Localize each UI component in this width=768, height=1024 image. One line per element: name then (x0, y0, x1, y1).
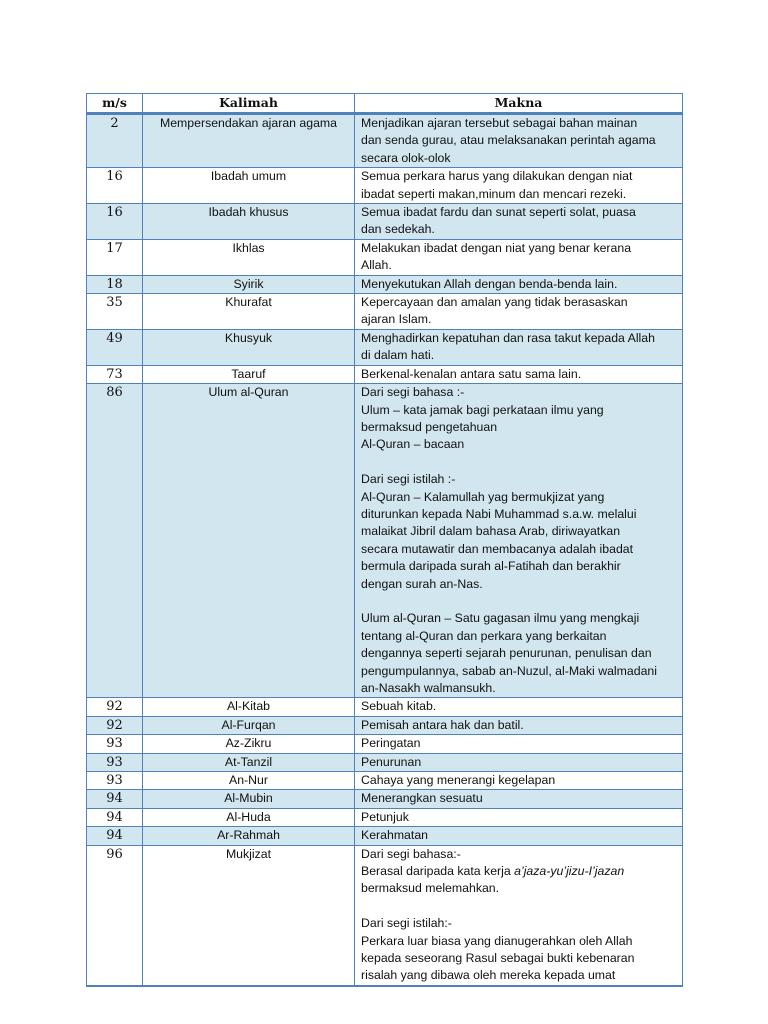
header-term: Kalimah (143, 94, 355, 114)
page-number-cell: 94 (87, 790, 143, 808)
meaning-cell (355, 275, 683, 293)
term-cell: Mempersendakan ajaran agama (143, 114, 355, 168)
table-row (87, 753, 683, 771)
term-cell: An-Nur (143, 772, 355, 790)
page-number-cell: 73 (87, 365, 143, 383)
page-number-cell: 94 (87, 808, 143, 826)
meaning-line: Dari segi istilah :- (361, 472, 456, 487)
meaning-line: Menyekutukan Allah dengan benda-benda lain. (361, 276, 618, 291)
term-cell: Ar-Rahmah (143, 827, 355, 845)
page-number-cell: 86 (87, 384, 143, 698)
meaning-cell (355, 384, 683, 698)
term-cell: Ibadah khusus (143, 204, 355, 240)
table-row (87, 772, 683, 790)
page-number-cell: 96 (87, 845, 143, 986)
term-cell: Khusyuk (143, 329, 355, 365)
page-number-cell: 16 (87, 168, 143, 204)
term-cell: Ikhlas (143, 239, 355, 275)
meaning-line: Petunjuk (361, 809, 409, 824)
meaning-line: Peringatan (361, 736, 421, 751)
meaning-cell (355, 239, 683, 275)
meaning-line: Berasal daripada kata kerja a’jaza-yu’jizu-I’jazan (361, 864, 625, 879)
page-number-cell: 94 (87, 827, 143, 845)
meaning-line: secara mutawatir dan membacanya adalah ibadat (361, 541, 634, 556)
meaning-cell (355, 114, 683, 168)
meaning-cell (355, 294, 683, 330)
term-cell: Khurafat (143, 294, 355, 330)
table-row (87, 275, 683, 293)
meaning-cell (355, 808, 683, 826)
term-cell: Al-Furqan (143, 716, 355, 734)
meaning-line: Al-Quran – Kalamullah yag bermukjizat yang (361, 489, 605, 504)
table-row (87, 239, 683, 275)
table-row (87, 204, 683, 240)
page-number-cell: 93 (87, 772, 143, 790)
page-number-cell: 17 (87, 239, 143, 275)
page-number-cell: 2 (87, 114, 143, 168)
term-cell: Al-Kitab (143, 698, 355, 716)
meaning-line: dengan surah an-Nas. (361, 576, 483, 591)
meaning-cell (355, 845, 683, 986)
meaning-line (361, 593, 676, 610)
meaning-line: Perkara luar biasa yang dianugerahkan oleh Allah (361, 933, 633, 948)
meaning-line: Allah. (361, 258, 392, 273)
header-meaning: Makna (355, 94, 683, 114)
meaning-cell (355, 827, 683, 845)
meaning-line: dan senda gurau, atau melaksanakan perintah agama (361, 133, 656, 148)
meaning-line: Semua perkara harus yang dilakukan dengan niat (361, 169, 633, 184)
meaning-line: bermaksud pengetahuan (361, 419, 498, 434)
meaning-line: Berkenal-kenalan antara satu sama lain. (361, 366, 582, 381)
meaning-line: Sebuah kitab. (361, 699, 437, 714)
meaning-line: Cahaya yang menerangi kegelapan (361, 773, 556, 787)
table-row (87, 808, 683, 826)
meaning-cell (355, 168, 683, 204)
meaning-line: Dari segi bahasa :- (361, 385, 465, 400)
meaning-line: bermula daripada surah al-Fatihah dan berakhir (361, 559, 621, 574)
term-cell: Taaruf (143, 365, 355, 383)
term-cell: Al-Mubin (143, 790, 355, 808)
glossary-table (86, 93, 683, 987)
meaning-line: secara olok-olok (361, 150, 451, 165)
meaning-line: Ulum – kata jamak bagi perkataan ilmu yang (361, 402, 604, 417)
table-row (87, 365, 683, 383)
table-row (87, 790, 683, 808)
meaning-line: tentang al-Quran dan perkara yang berkaitan (361, 628, 607, 643)
header-row (87, 94, 683, 114)
table-row (87, 329, 683, 365)
meaning-line: Semua ibadat fardu dan sunat seperti solat, puasa (361, 205, 636, 220)
meaning-line (361, 898, 676, 915)
table-row (87, 294, 683, 330)
page-number-cell: 93 (87, 753, 143, 771)
term-cell: Az-Zikru (143, 735, 355, 753)
table-row (87, 716, 683, 734)
meaning-line: di dalam hati. (361, 348, 435, 363)
meaning-cell (355, 772, 683, 790)
meaning-cell (355, 204, 683, 240)
meaning-line: Melakukan ibadat dengan niat yang benar kerana (361, 240, 632, 255)
meaning-line: dengannya seperti sejarah penurunan, penulisan dan (361, 646, 652, 661)
page-number-cell: 18 (87, 275, 143, 293)
meaning-line (361, 454, 676, 471)
meaning-cell (355, 365, 683, 383)
meaning-line: Pemisah antara hak dan batil. (361, 717, 524, 732)
table-row (87, 735, 683, 753)
meaning-line: Menghadirkan kepatuhan dan rasa takut kepada Allah (361, 330, 655, 345)
term-cell: Al-Huda (143, 808, 355, 826)
meaning-line: Menerangkan sesuatu (361, 791, 483, 806)
meaning-line: pengumpulannya, sabab an-Nuzul, al-Maki walmadani (361, 663, 657, 678)
meaning-line: ibadat seperti makan,minum dan mencari rezeki. (361, 186, 627, 201)
meaning-line: Kerahmatan (361, 828, 428, 843)
meaning-line: Ulum al-Quran – Satu gagasan ilmu yang mengkaji (361, 611, 640, 626)
page-number-cell: 16 (87, 204, 143, 240)
meaning-cell (355, 329, 683, 365)
meaning-line: dan sedekah. (361, 222, 435, 237)
meaning-line: risalah yang dibawa oleh mereka kepada umat (361, 968, 616, 983)
page-number-cell: 93 (87, 735, 143, 753)
page-number-cell: 35 (87, 294, 143, 330)
table-row (87, 114, 683, 168)
table-row (87, 384, 683, 698)
meaning-line: an-Nasakh walmansukh. (361, 680, 496, 695)
meaning-line: ajaran Islam. (361, 312, 432, 327)
meaning-cell (355, 790, 683, 808)
meaning-line: malaikat Jibril dalam bahasa Arab, diriwayatkan (361, 524, 621, 539)
term-cell: Mukjizat (143, 845, 355, 986)
page-number-cell: 92 (87, 698, 143, 716)
term-cell: Ibadah umum (143, 168, 355, 204)
table-row (87, 845, 683, 986)
meaning-line: Dari segi bahasa:- (361, 846, 461, 861)
term-cell: At-Tanzil (143, 753, 355, 771)
meaning-line: Al-Quran – bacaan (361, 437, 465, 452)
term-cell: Syirik (143, 275, 355, 293)
table-row (87, 698, 683, 716)
header-page: m/s (87, 94, 143, 114)
page-number-cell: 49 (87, 329, 143, 365)
italic-term: a’jaza-yu’jizu-I’jazan (514, 864, 625, 879)
meaning-line: Dari segi istilah:- (361, 916, 452, 931)
meaning-line: bermaksud melemahkan. (361, 881, 500, 896)
meaning-line: diturunkan kepada Nabi Muhammad s.a.w. melalui (361, 506, 637, 521)
meaning-line: Penurunan (361, 754, 422, 769)
meaning-cell (355, 753, 683, 771)
table-row (87, 168, 683, 204)
meaning-cell (355, 698, 683, 716)
page-number-cell: 92 (87, 716, 143, 734)
meaning-line: Menjadikan ajaran tersebut sebagai bahan mainan (361, 116, 638, 130)
table-row (87, 827, 683, 845)
meaning-cell (355, 716, 683, 734)
meaning-cell (355, 735, 683, 753)
term-cell: Ulum al-Quran (143, 384, 355, 698)
meaning-line: kepada seseorang Rasul sebagai bukti kebenaran (361, 951, 635, 966)
meaning-line: Kepercayaan dan amalan yang tidak berasaskan (361, 295, 628, 310)
